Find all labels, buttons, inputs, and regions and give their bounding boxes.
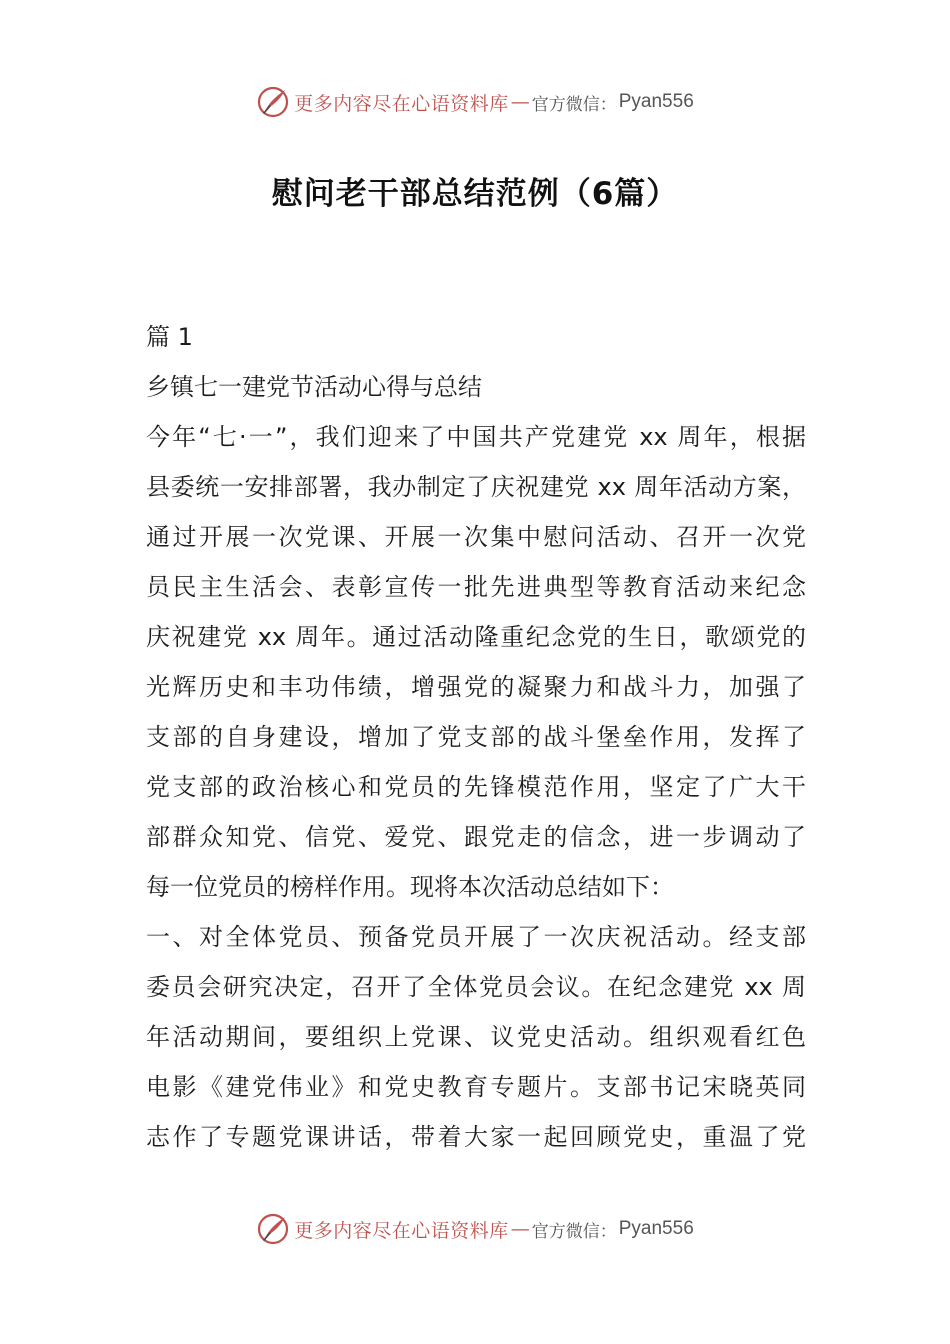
official-wechat-label: 官方微信：	[531, 94, 617, 115]
footer-banner	[0, 1209, 950, 1249]
wechat-id: Pyan556	[618, 1218, 694, 1239]
body-line: 部群众知党、信党、爱党、跟党走的信念，进一步调动了	[146, 823, 806, 851]
body-line: 支部的自身建设，增加了党支部的战斗堡垒作用，发挥了	[146, 723, 806, 751]
body-line: 电影《建党伟业》和党史教育专题片。支部书记宋晓英同	[146, 1073, 806, 1101]
document-body	[146, 312, 806, 1162]
promo-text: 更多内容尽在心语资料库	[294, 1219, 509, 1242]
official-wechat-label: 官方微信：	[531, 1221, 617, 1242]
promo-dash: —	[510, 91, 530, 113]
document-title: 慰问老干部总结范例（6篇）	[271, 176, 679, 212]
promo-text: 更多内容尽在心语资料库	[294, 92, 509, 115]
body-line: 光辉历史和丰功伟绩，增强党的凝聚力和战斗力，加强了	[146, 673, 806, 701]
quill-logo-icon	[256, 1212, 290, 1246]
body-line: 庆祝建党 xx 周年。通过活动隆重纪念党的生日，歌颂党的	[146, 623, 806, 651]
body-line: 每一位党员的榜样作用。现将本次活动总结如下：	[146, 873, 674, 901]
body-line: 员民主生活会、表彰宣传一批先进典型等教育活动来纪念	[146, 573, 806, 601]
promo-dash: —	[510, 1218, 530, 1240]
article-subtitle: 乡镇七一建党节活动心得与总结	[146, 373, 482, 401]
body-line: 委员会研究决定，召开了全体党员会议。在纪念建党 xx 周	[146, 973, 806, 1001]
wechat-id: Pyan556	[618, 91, 694, 112]
body-line: 志作了专题党课讲话，带着大家一起回顾党史，重温了党	[146, 1123, 806, 1151]
body-line: 今年“七·一”，我们迎来了中国共产党建党 xx 周年，根据	[146, 423, 806, 451]
header-banner	[0, 82, 950, 122]
quill-logo-icon	[256, 85, 290, 119]
section-label: 篇 1	[146, 323, 193, 351]
body-line: 党支部的政治核心和党员的先锋模范作用，坚定了广大干	[146, 773, 806, 801]
body-line: 一、对全体党员、预备党员开展了一次庆祝活动。经支部	[146, 923, 806, 951]
body-line: 通过开展一次党课、开展一次集中慰问活动、召开一次党	[146, 523, 806, 551]
body-line: 县委统一安排部署，我办制定了庆祝建党 xx 周年活动方案，	[146, 473, 806, 501]
body-line: 年活动期间，要组织上党课、议党史活动。组织观看红色	[146, 1023, 806, 1051]
